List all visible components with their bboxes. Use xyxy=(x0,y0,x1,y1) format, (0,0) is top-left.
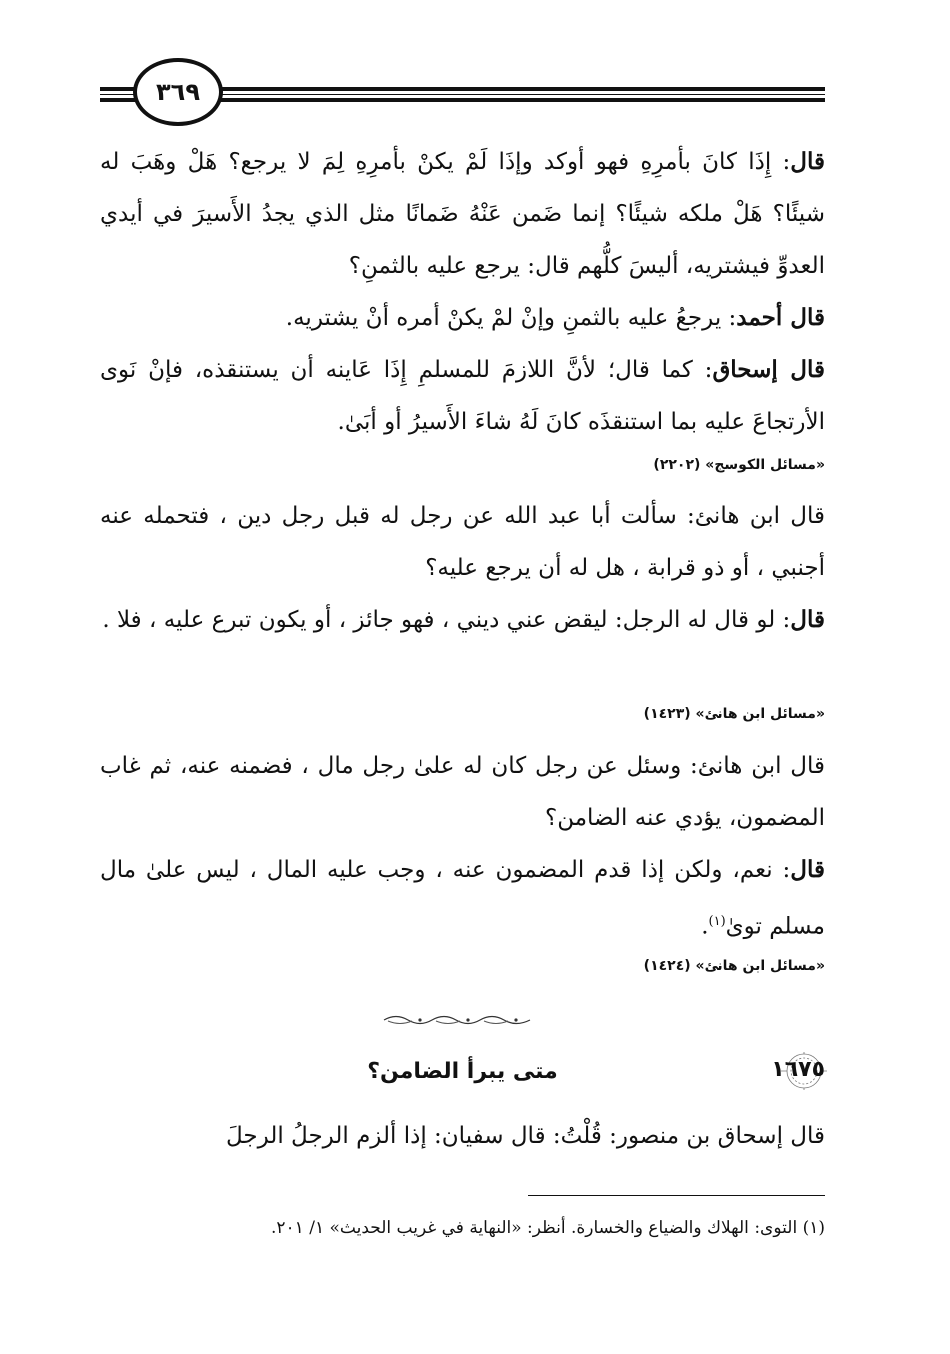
issue-text-block-3 xyxy=(100,740,825,953)
source-citation: «مسائل ابن هانئ» (١٤٢٣) xyxy=(643,706,825,722)
paragraph-text: : كما قال؛ لأنَّ اللازمَ للمسلمِ إِذَا عَاينه أن يستنقذه، فإنْ نَوى الأرتجاعَ عليه بما استنقذَه كانَ لَهُ شاءَ الأَسيرُ أو أبَىٰ. xyxy=(100,357,825,435)
speaker-label: قال أحمد xyxy=(736,304,825,331)
paragraph-text: قال ابن هانئ: وسئل عن رجل كان له علىٰ رجل مال ، فضمنه عنه، ثم غاب المضمون، يؤدي عنه الضامن؟ xyxy=(100,753,825,831)
footnote xyxy=(100,1218,825,1238)
paragraph xyxy=(100,740,825,844)
paragraph xyxy=(100,136,825,292)
chapter-heading xyxy=(100,1055,825,1101)
paragraph xyxy=(100,344,825,448)
speaker-label: قال إسحاق xyxy=(712,356,825,383)
paragraph xyxy=(100,844,825,953)
paragraph-text: : إِذَا كانَ بأمرِهِ فهو أوكد وإذَا لَمْ يكنْ بأمرِهِ لِمَ لا يرجع؟ هَلْ وهَبَ له شيئًا؟ هَلْ ملكه شيئًا؟ إنما ضَمن عَنْهُ ضَمانًا مثل الذي يجدُ الأَسيرَ في أيدي العدوِّ فيشتريه، أليسَ كلُّهم قال: يرجع عليه بالثمنِ؟ xyxy=(100,149,825,279)
paragraph-text: : لو قال له الرجل: ليقض عني ديني ، فهو جائز ، أو يكون تبرع عليه ، فلا . xyxy=(102,607,791,633)
footnote-separator xyxy=(528,1195,825,1196)
speaker-label: قال xyxy=(790,856,825,883)
paragraph-text: : نعم، ولكن إذا قدم المضمون عنه ، وجب عليه المال ، ليس علىٰ مال مسلم توىٰ xyxy=(100,857,825,940)
paragraph xyxy=(100,490,825,594)
page-number: ٣٦٩ xyxy=(156,78,200,106)
chapter-title: متى يبرأ الضامن؟ xyxy=(367,1059,558,1084)
speaker-label: قال xyxy=(790,606,825,633)
ornament-divider xyxy=(382,1013,532,1027)
footnote-reference[interactable]: (١) xyxy=(708,914,726,929)
speaker-label: قال xyxy=(790,148,825,175)
paragraph xyxy=(100,292,825,344)
chapter-number-text: ١٦٧٥ xyxy=(771,1057,825,1082)
paragraph xyxy=(100,1110,825,1162)
paragraph-text: قال ابن هانئ: سألت أبا عبد الله عن رجل له قبل رجل دين ، فتحمله عنه أجنبي ، أو ذو قرابة ، هل له أن يرجع عليه؟ xyxy=(100,503,825,581)
issue-text-block-1 xyxy=(100,136,825,448)
paragraph-text: : يرجعُ عليه بالثمنِ وإنْ لمْ يكنْ أمره أنْ يشتريه. xyxy=(285,305,737,331)
footnote-text: التوى: الهلاك والضياع والخسارة. أنظر: «النهاية في غريب الحديث» ١/ ٢٠١. xyxy=(271,1218,798,1238)
footnote-marker: (١) xyxy=(802,1218,825,1238)
paragraph-end: . xyxy=(701,913,709,940)
paragraph xyxy=(100,594,825,646)
page-number-badge xyxy=(133,58,223,126)
source-citation: «مسائل الكوسج» (٢٢٠٢) xyxy=(653,457,825,473)
paragraph-text: قال إسحاق بن منصور: قُلْتُ: قال سفيان: إذا ألزم الرجلُ الرجلَ xyxy=(226,1123,825,1149)
source-citation: «مسائل ابن هانئ» (١٤٢٤) xyxy=(643,958,825,974)
issue-text-block-2 xyxy=(100,490,825,646)
chapter-text-block xyxy=(100,1110,825,1162)
